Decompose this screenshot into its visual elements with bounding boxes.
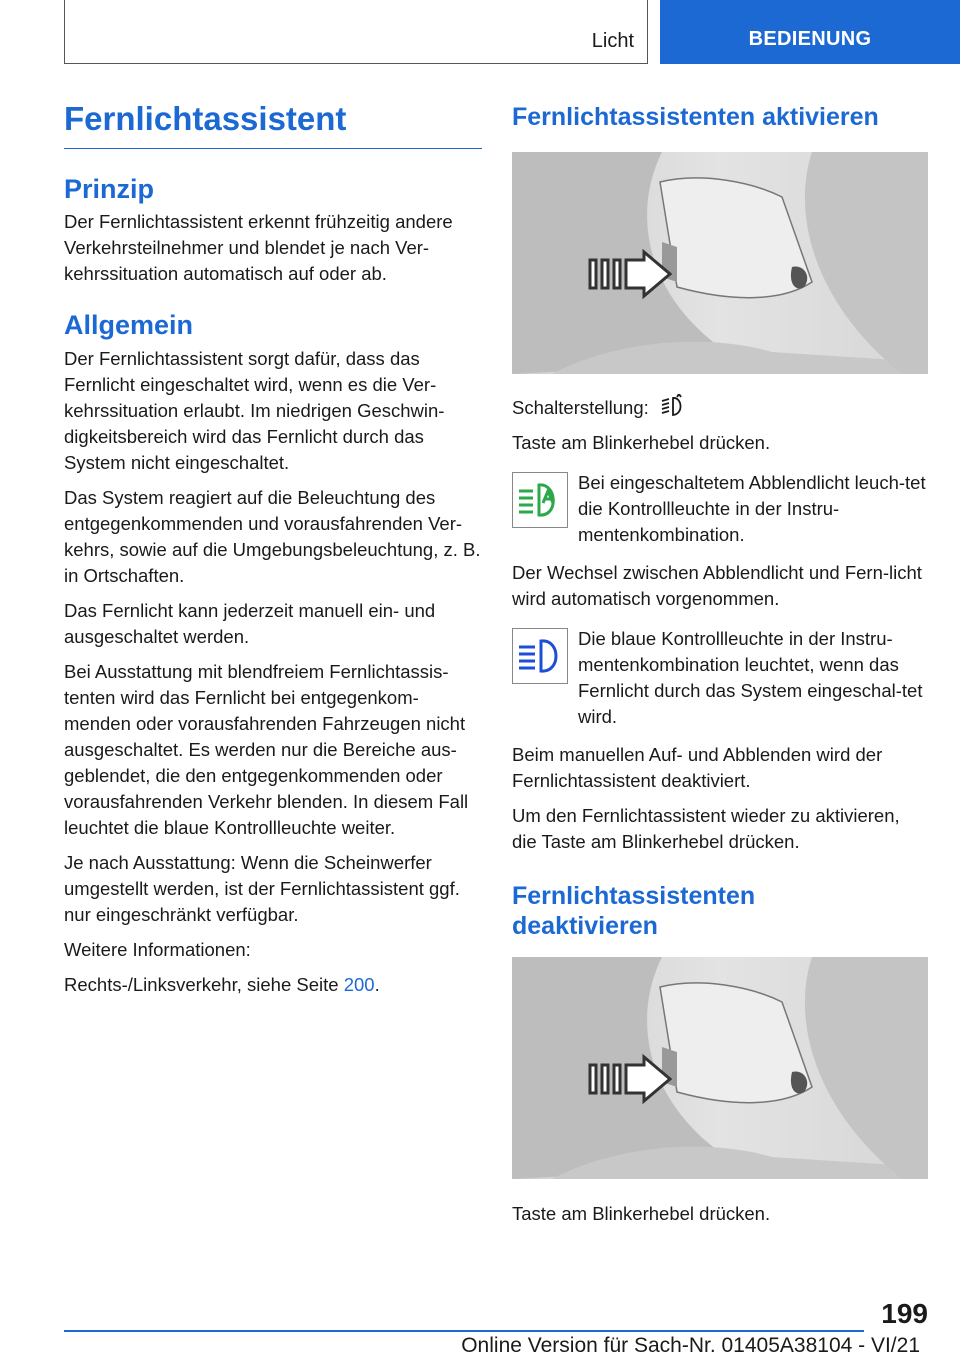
paragraph-6: Weitere Informationen:: [64, 938, 251, 960]
green-indicator-icon: [512, 472, 568, 528]
heading-activate: Fernlichtassistenten aktivieren: [512, 103, 879, 131]
note-blue-text: Die blaue Kontrollleuchte in der Instru-mentenkombination leuchtet, wenn das Fernlicht durch das System eingeschal-tet wird.: [578, 628, 923, 727]
turn-signal-stalk-icon-2: [512, 957, 928, 1179]
cross-ref-period: .: [374, 973, 380, 995]
left-column: [64, 100, 482, 1007]
paragraph-7: [64, 972, 482, 998]
page-link[interactable]: 200: [343, 973, 375, 995]
switch-position-line: [512, 394, 928, 421]
step-press-button-1: Taste am Blinkerhebel drücken.: [512, 432, 771, 453]
paragraph-wechsel: Der Wechsel zwischen Abblendlicht und Fern-licht wird automatisch vorgenommen.: [512, 562, 922, 609]
chapter-tab: BEDIENUNG: [660, 0, 960, 64]
cross-ref-text: Rechts-/Linksverkehr, siehe Seite: [64, 973, 344, 995]
blue-indicator-icon: [512, 628, 568, 684]
switch-position-label: Schalterstellung:: [512, 397, 649, 418]
footer-text: Online Version für Sach-Nr. 01405A38104 - VI/21: [461, 1334, 920, 1357]
page-title: Fernlichtassistent: [64, 100, 482, 149]
heading-deactivate: Fernlichtassistenten deaktivieren: [512, 882, 756, 940]
paragraph-4: Bei Ausstattung mit blendfreiem Fernlichtassis-tenten wird das Fernlicht bei entgegenkom-menden oder vorausfahrenden Fahrzeugen nicht ausgeschaltet. Es werden nur die Bereiche aus-geblendet, die den entgegenkommenden oder vorausfahrenden Verkehr blenden. In diesem Fall leuchtet die blaue Kontrollleuchte weiter.: [64, 660, 469, 838]
heading-prinzip: Prinzip: [64, 173, 155, 204]
prinzip-text: Der Fernlichtassistent erkennt frühzeitig andere Verkehrsteilnehmer und blendet je nach Ver-kehrssituation automatisch auf oder ab.: [64, 211, 453, 285]
turn-signal-stalk-icon: [512, 152, 928, 374]
note-green-text: Bei eingeschaltetem Abblendlicht leuch-tet die Kontrollleuchte in der Instru-mentenkombination.: [578, 472, 926, 545]
note-blue-indicator: [512, 626, 928, 730]
stalk-illustration-activate: [512, 152, 928, 374]
paragraph-3: Das Fernlicht kann jederzeit manuell ein- und ausgeschaltet werden.: [64, 599, 436, 647]
step-press-button-2: Taste am Blinkerhebel drücken.: [512, 1203, 771, 1224]
note-green-indicator: [512, 470, 928, 548]
paragraph-manual: Beim manuellen Auf- und Abblenden wird der Fernlichtassistent deaktiviert.: [512, 744, 883, 791]
right-column: [512, 102, 928, 1236]
page-number: 199: [881, 1298, 928, 1329]
heading-allgemein: Allgemein: [64, 310, 194, 341]
footer-rule: [64, 1330, 864, 1332]
stalk-illustration-deactivate: [512, 957, 928, 1179]
paragraph-1: Der Fernlichtassistent sorgt dafür, dass das Fernlicht eingeschaltet wird, wenn es die Ver-kehrssituation erlaubt. Im niedrigen Geschwin-digkeitsbereich wird das Fernlicht durch das System nicht eingeschaltet.: [64, 347, 445, 473]
paragraph-reactivate: Um den Fernlichtassistent wieder zu aktivieren, die Taste am Blinkerhebel drücken.: [512, 805, 900, 852]
section-label: Licht: [591, 30, 634, 52]
paragraph-2: Das System reagiert auf die Beleuchtung des entgegenkommenden und vorausfahrenden Ver-kehrs, sowie auf die Umgebungsbeleuchtung, z. B. in Ortschaften.: [64, 486, 481, 586]
high-beam-assist-icon: [660, 394, 686, 418]
header-frame: [64, 0, 648, 64]
paragraph-5: Je nach Ausstattung: Wenn die Scheinwerfer umgestellt werden, ist der Fernlichtassistent ggf. nur eingeschränkt verfügbar.: [64, 851, 460, 925]
